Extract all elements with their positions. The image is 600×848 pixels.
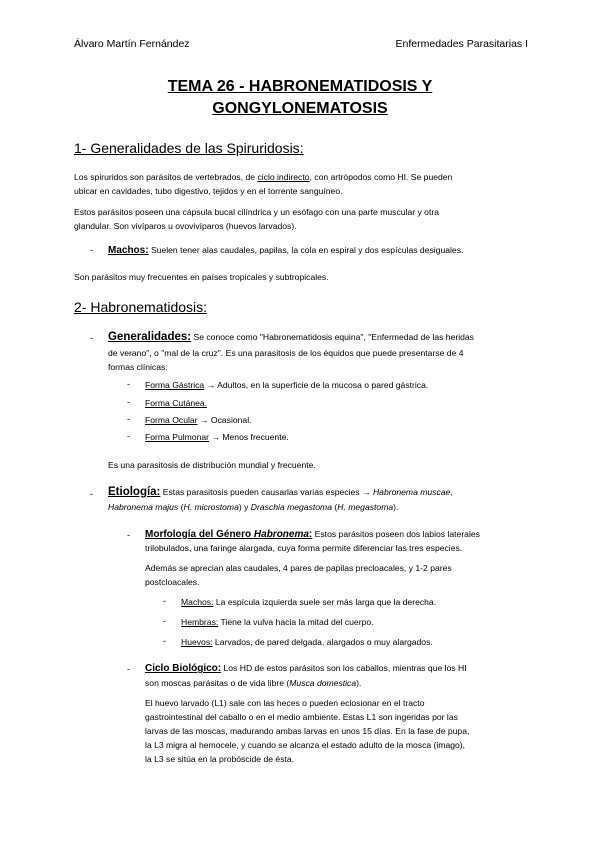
- section1-paragraph2-line1: Estos parásitos poseen una cápsula bucal cilíndrica y un esófago con una parte muscular y otra: [74, 207, 439, 217]
- morfologia-p2-line2: postcloacales.: [145, 576, 200, 587]
- ciclo-bullet: Ciclo Biológico: Los HD de estos parásitos son los caballos, mientras que los HI: [145, 663, 467, 674]
- bullet-dash: -: [90, 489, 93, 499]
- bullet-dash: -: [163, 636, 166, 646]
- form-pulmonar: Forma Pulmonar → Menos frecuente.: [145, 432, 289, 442]
- bullet-dash: -: [163, 616, 166, 626]
- machos-bullet: Machos: Suelen tener alas caudales, papilas, la cola en espiral y dos espículas desiguales.: [108, 245, 464, 256]
- ciclo-p2-line2: gastrointestinal del caballo o en el medio ambiente. Estas L1 son ingeridas por las: [145, 712, 458, 722]
- bullet-dash: -: [90, 245, 93, 255]
- distribution-text: Es una parasitosis de distribución mundial y frecuente.: [108, 460, 316, 470]
- page-title-line2: GONGYLONEMATOSIS: [212, 100, 388, 117]
- header-subject: Enfermedades Parasitarias I: [395, 38, 528, 50]
- bullet-dash: -: [127, 530, 130, 540]
- sex-huevos: Huevos: Larvados, de pared delgada, alargados o muy alargados.: [181, 637, 433, 647]
- generalidades-bullet: Generalidades: Se conoce como "Habronematidosis equina", "Enfermedad de las heridas: [108, 331, 474, 343]
- etiologia-line2: Habronema majus (H. microstoma) y Draschia megastoma (H. megastoma).: [108, 502, 399, 512]
- ciclo-indirecto-term: ciclo indirecto: [257, 172, 310, 182]
- form-ocular: Forma Ocular → Ocasional.: [145, 415, 252, 425]
- section1-paragraph1: Los spiruridos son parásitos de vertebrados, de ciclo indirecto, con artrópodos como HI. Se pueden: [74, 172, 453, 182]
- section1-paragraph1-line2: ubicar en cavidades, tubo digestivo, tejidos y en el torrente sanguíneo.: [74, 185, 343, 196]
- page-title-line1: TEMA 26 - HABRONEMATIDOSIS Y: [167, 78, 433, 95]
- bullet-dash: -: [90, 333, 93, 343]
- section2-heading: 2- Habronematidosis:: [74, 299, 208, 315]
- bullet-dash: -: [127, 379, 130, 389]
- bullet-dash: -: [127, 431, 130, 441]
- morfologia-line2: trilobulados, una faringe alargada, cuya forma permite diferenciar las tres especies.: [145, 543, 463, 553]
- ciclo-p2-line4: la L3 migra al hemocele, y cuando se alcanza el estado adulto de la mosca (imago),: [145, 740, 466, 750]
- bullet-dash: -: [163, 596, 166, 606]
- section1-paragraph2-line2: glandular. Son vivíparos u ovovivíparos (huevos larvados).: [74, 220, 297, 231]
- bullet-dash: -: [127, 414, 130, 424]
- bullet-dash: -: [127, 397, 130, 407]
- section1-heading: 1- Generalidades de las Spiruridosis:: [74, 140, 304, 156]
- etiologia-bullet: Etiología: Estas parasitosis pueden causarlas varias especies → Habronema muscae,: [108, 486, 453, 498]
- form-gastrica: Forma Gástrica → Adultos, en la superficie de la mucosa o pared gástrica.: [145, 380, 429, 390]
- ciclo-p2-line1: El huevo larvado (L1) sale con las heces o pueden eclosionar en el tracto: [145, 698, 425, 708]
- morfologia-bullet: Morfología del Género Habronema: Estos parásitos poseen dos labios laterales: [145, 529, 480, 540]
- form-cutanea: Forma Cutánea.: [145, 398, 208, 408]
- sex-machos: Machos: La espícula izquierda suele ser más larga que la derecha.: [181, 597, 437, 607]
- section1-paragraph3: Son parásitos muy frecuentes en países tropicales y subtropicales.: [74, 272, 329, 282]
- bullet-dash: -: [127, 664, 130, 674]
- generalidades-line3: formas clínicas:: [108, 361, 168, 372]
- ciclo-line2: son moscas parásitas o de vida libre (Musca domestica).: [145, 678, 362, 688]
- ciclo-p2-line5: la L3 se sitúa en la probóscide de ésta.: [145, 754, 295, 764]
- generalidades-line2: de verano", o "mal de la cruz". Es una parasitosis de los équidos que puede presentarse de 4: [108, 348, 464, 358]
- morfologia-p2-line1: Además se aprecian alas caudales, 4 pares de papilas precloacales, y 1-2 pares: [145, 563, 452, 573]
- header-author: Álvaro Martín Fernández: [74, 38, 190, 50]
- ciclo-p2-line3: larvas de las moscas, madurando ambas larvas en unos 15 días. En la fase de pupa,: [145, 726, 470, 736]
- sex-hembras: Hembras: Tiene la vulva hacia la mitad del cuerpo.: [181, 617, 374, 627]
